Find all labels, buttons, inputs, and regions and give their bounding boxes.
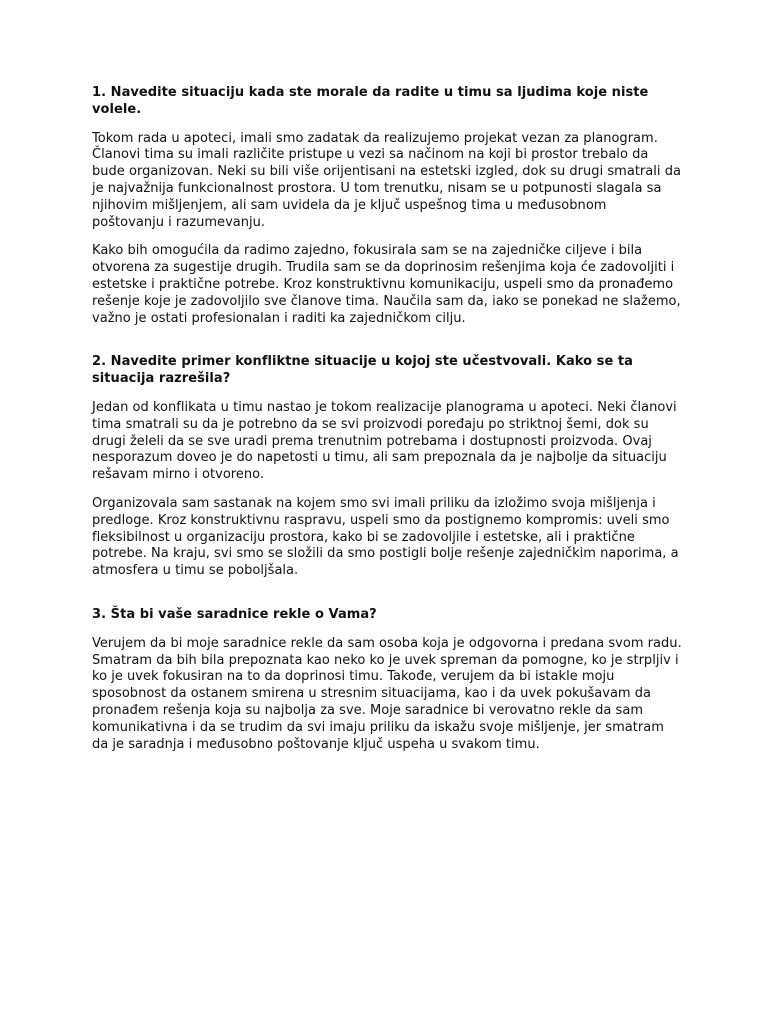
question-section-2	[92, 354, 682, 580]
answer-paragraph: Kako bih omogućila da radimo zajedno, fokusirala sam se na zajedničke ciljeve i bila otvorena za sugestije drugih. Trudila sam se da doprinosim rešenjima koja će zadovoljiti i estetske i praktične potrebe. Kroz konstruktivnu komunikaciju, uspeli smo da pronađemo rešenje koje je zadovoljilo sve članove tima. Naučila sam da, iako se ponekad ne slažemo, važno je ostati profesionalan i raditi ka zajedničkom cilju.	[92, 243, 681, 326]
question-heading: 2. Navedite primer konfliktne situacije u kojoj ste učestvovali. Kako se ta situacija razrešila?	[92, 354, 633, 387]
document-page	[92, 85, 682, 765]
question-heading: 1. Navedite situaciju kada ste morale da radite u timu sa ljudima koje niste volele.	[92, 85, 649, 117]
question-section-3	[92, 607, 682, 753]
question-section-1	[92, 85, 682, 327]
question-heading: 3. Šta bi vaše saradnice rekle o Vama?	[92, 606, 377, 622]
answer-paragraph: Tokom rada u apoteci, imali smo zadatak da realizujemo projekat vezan za planogram. Članovi tima su imali različite pristupe u vezi sa načinom na koji bi prostor trebalo da bude organizovan. Neki su bili više orijentisani na estetski izgled, dok su drugi smatrali da je najvažnija funkcionalnost prostora. U tom trenutku, nisam se u potpunosti slagala sa njihovim mišljenjem, ali sam uvidela da je ključ uspešnog tima u međusobnom poštovanju i razumevanju.	[92, 130, 681, 230]
answer-paragraph: Verujem da bi moje saradnice rekle da sam osoba koja je odgovorna i predana svom radu. Smatram da bih bila prepoznata kao neko ko je uvek spreman da pomogne, ko je strpljiv i ko je uvek fokusiran na to da doprinosi timu. Takođe, verujem da bi istakle moju sposobnost da ostanem smirena u stresnim situacijama, kao i da uvek pokušavam da pronađem rešenja koja su najbolja za sve. Moje saradnice bi verovatno rekle da sam komunikativna i da se trudim da svi imaju priliku da iskažu svoje mišljenje, jer smatram da je saradnja i međusobno poštovanje ključ uspeha u svakom timu.	[92, 635, 682, 752]
answer-paragraph: Jedan od konflikata u timu nastao je tokom realizacije planograma u apoteci. Neki članovi tima smatrali su da je potrebno da se svi proizvodi poređaju po striktnoj šemi, dok su drugi želeli da se sve uradi prema trenutnim potrebama i dostupnosti proizvoda. Ovaj nesporazum doveo je do napetosti u timu, ali sam prepoznala da je najbolje da situaciju rešavam mirno i otvoreno.	[92, 399, 677, 483]
answer-paragraph: Organizovala sam sastanak na kojem smo svi imali priliku da izložimo svoja mišljenja i predloge. Kroz konstruktivnu raspravu, uspeli smo da postignemo kompromis: uveli smo fleksibilnost u organizaciju prostora, kako bi se zadovoljile i estetske, ali i praktične potrebe. Na kraju, svi smo se složili da smo postigli bolje rešenje zajedničkim naporima, a atmosfera u timu se poboljšala.	[92, 495, 679, 579]
